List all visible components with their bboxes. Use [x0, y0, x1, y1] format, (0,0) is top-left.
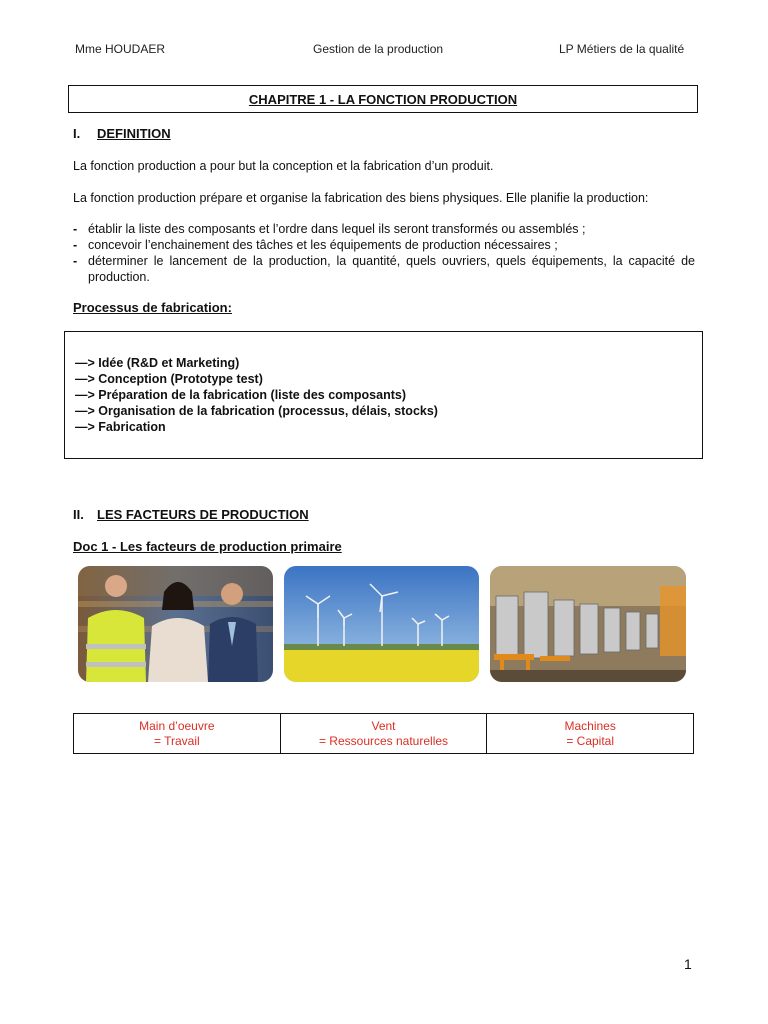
process-step: —> Fabrication	[75, 420, 166, 434]
factors-table	[73, 713, 694, 754]
list-item: - déterminer le lancement de la production, la quantité, quels ouvriers, quels équipements, la capacité de production.	[73, 254, 695, 284]
page-number: 1	[684, 956, 692, 972]
process-steps	[75, 355, 438, 435]
doc-1-title: Doc 1 - Les facteurs de production primaire	[73, 539, 342, 554]
wind-turbines-photo	[284, 566, 479, 682]
process-heading: Processus de fabrication:	[73, 300, 232, 315]
workers-photo	[78, 566, 273, 682]
definition-bullet-list	[73, 221, 695, 285]
section-2-heading	[73, 507, 309, 522]
section-1-number: I.	[73, 126, 81, 141]
section-2-title: LES FACTEURS DE PRODUCTION	[97, 507, 309, 522]
header-program: LP Métiers de la qualité	[559, 42, 685, 56]
header-author: Mme HOUDAER	[75, 42, 166, 56]
process-step: —> Préparation de la fabrication (liste des composants)	[75, 388, 406, 402]
list-item: - établir la liste des composants et l’ordre dans lequel ils seront transformés ou assemblés ;	[73, 222, 586, 236]
process-step: —> Organisation de la fabrication (processus, délais, stocks)	[75, 404, 438, 418]
chapter-title-box	[68, 85, 698, 113]
section-2-number: II.	[73, 507, 84, 522]
process-step: —> Idée (R&D et Marketing)	[75, 356, 240, 370]
definition-paragraph-1: La fonction production a pour but la conception et la fabrication d’un produit.	[73, 159, 494, 173]
section-1-heading	[73, 126, 171, 141]
process-step: —> Conception (Prototype test)	[75, 372, 263, 386]
list-item: - concevoir l’enchainement des tâches et les équipements de production nécessaires ;	[73, 238, 558, 252]
factor-cell-natural-resources: Vent = Ressources naturelles	[281, 714, 488, 753]
factor-cell-labour: Main d’oeuvre = Travail	[74, 714, 281, 753]
definition-paragraph-2: La fonction production prépare et organise la fabrication des biens physiques. Elle planifie la production:	[73, 191, 649, 205]
factor-cell-capital: Machines = Capital	[564, 718, 616, 748]
header-course: Gestion de la production	[313, 42, 444, 56]
section-1-title: DEFINITION	[97, 126, 171, 141]
chapter-title: CHAPITRE 1 - LA FONCTION PRODUCTION	[248, 91, 518, 107]
factory-machines-photo	[490, 566, 686, 682]
